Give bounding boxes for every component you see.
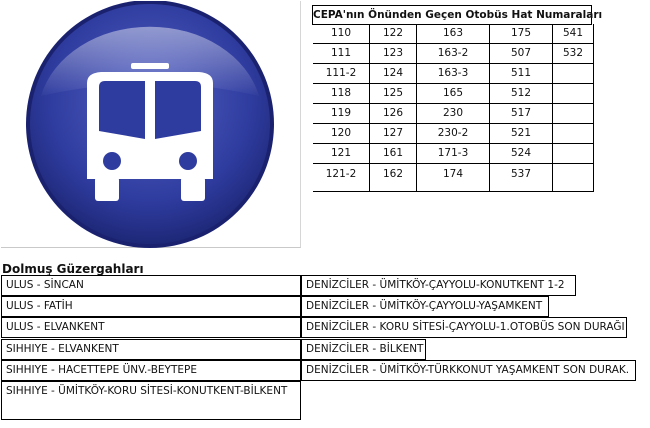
bus-line-cell: 532 — [553, 44, 594, 64]
bus-line-cell: 165 — [417, 84, 490, 104]
bus-line-cell: 162 — [370, 164, 417, 192]
route-right-item: DENİZCİLER - BİLKENT — [301, 339, 426, 360]
route-right-item: DENİZCİLER - ÜMİTKÖY-ÇAYYOLU-YAŞAMKENT — [301, 296, 549, 317]
bus-line-cell: 111-2 — [313, 64, 370, 84]
route-left-item: ULUS - FATİH — [1, 296, 301, 317]
bus-line-cell: 163-3 — [417, 64, 490, 84]
route-left-item: SIHHIYE - ÜMİTKÖY-KORU SİTESİ-KONUTKENT-BİLKENT — [1, 381, 301, 420]
bus-line-cell: 110 — [313, 24, 370, 44]
bus-line-cell: 161 — [370, 144, 417, 164]
bus-line-cell: 111 — [313, 44, 370, 64]
route-left-item: ULUS - SİNCAN — [1, 275, 301, 296]
bus-line-cell: 121 — [313, 144, 370, 164]
bus-line-cell: 171-3 — [417, 144, 490, 164]
route-left-item: ULUS - ELVANKENT — [1, 317, 301, 338]
bus-line-cell: 163 — [417, 24, 490, 44]
bus-line-cell: 120 — [313, 124, 370, 144]
bus-line-cell: 125 — [370, 84, 417, 104]
bus-line-cell: 127 — [370, 124, 417, 144]
bus-line-cell: 524 — [490, 144, 553, 164]
bus-line-cell: 119 — [313, 104, 370, 124]
bus-line-cell: 511 — [490, 64, 553, 84]
route-left-item: SIHHIYE - HACETTEPE ÜNV.-BEYTEPE — [1, 360, 301, 381]
bus-line-cell: 163-2 — [417, 44, 490, 64]
route-right-item: DENİZCİLER - KORU SİTESİ-ÇAYYOLU-1.OTOBÜS SON DURAĞI — [301, 317, 627, 338]
bus-line-cell: 537 — [490, 164, 553, 192]
bus-line-cell: 174 — [417, 164, 490, 192]
route-left-item: SIHHIYE - ELVANKENT — [1, 339, 301, 360]
empty-cell — [553, 104, 594, 124]
bus-line-cell: 175 — [490, 24, 553, 44]
bus-line-cell: 118 — [313, 84, 370, 104]
bus-line-cell: 121-2 — [313, 164, 370, 192]
bus-line-cell: 126 — [370, 104, 417, 124]
bus-line-cell: 230-2 — [417, 124, 490, 144]
bus-line-cell: 123 — [370, 44, 417, 64]
route-right-item: DENİZCİLER - ÜMİTKÖY-ÇAYYOLU-KONUTKENT 1-2 — [301, 275, 576, 296]
empty-cell — [553, 164, 594, 192]
bus-line-cell: 507 — [490, 44, 553, 64]
bus-line-cell: 230 — [417, 104, 490, 124]
bus-line-cell: 124 — [370, 64, 417, 84]
empty-cell — [553, 144, 594, 164]
bus-line-cell: 541 — [553, 24, 594, 44]
bus-line-cell: 512 — [490, 84, 553, 104]
bus-icon — [1, 1, 301, 248]
empty-cell — [553, 124, 594, 144]
routes-title: Dolmuş Güzergahları — [2, 262, 144, 276]
bus-icon-panel — [1, 1, 301, 248]
empty-cell — [553, 64, 594, 84]
bus-lines-title: CEPA'nın Önünden Geçen Otobüs Hat Numaraları — [312, 5, 592, 25]
bus-line-cell: 517 — [490, 104, 553, 124]
bus-line-cell: 521 — [490, 124, 553, 144]
bus-line-cell: 122 — [370, 24, 417, 44]
empty-cell — [553, 84, 594, 104]
route-right-item: DENİZCİLER - ÜMİTKÖY-TÜRKKONUT YAŞAMKENT SON DURAK. — [301, 360, 636, 381]
